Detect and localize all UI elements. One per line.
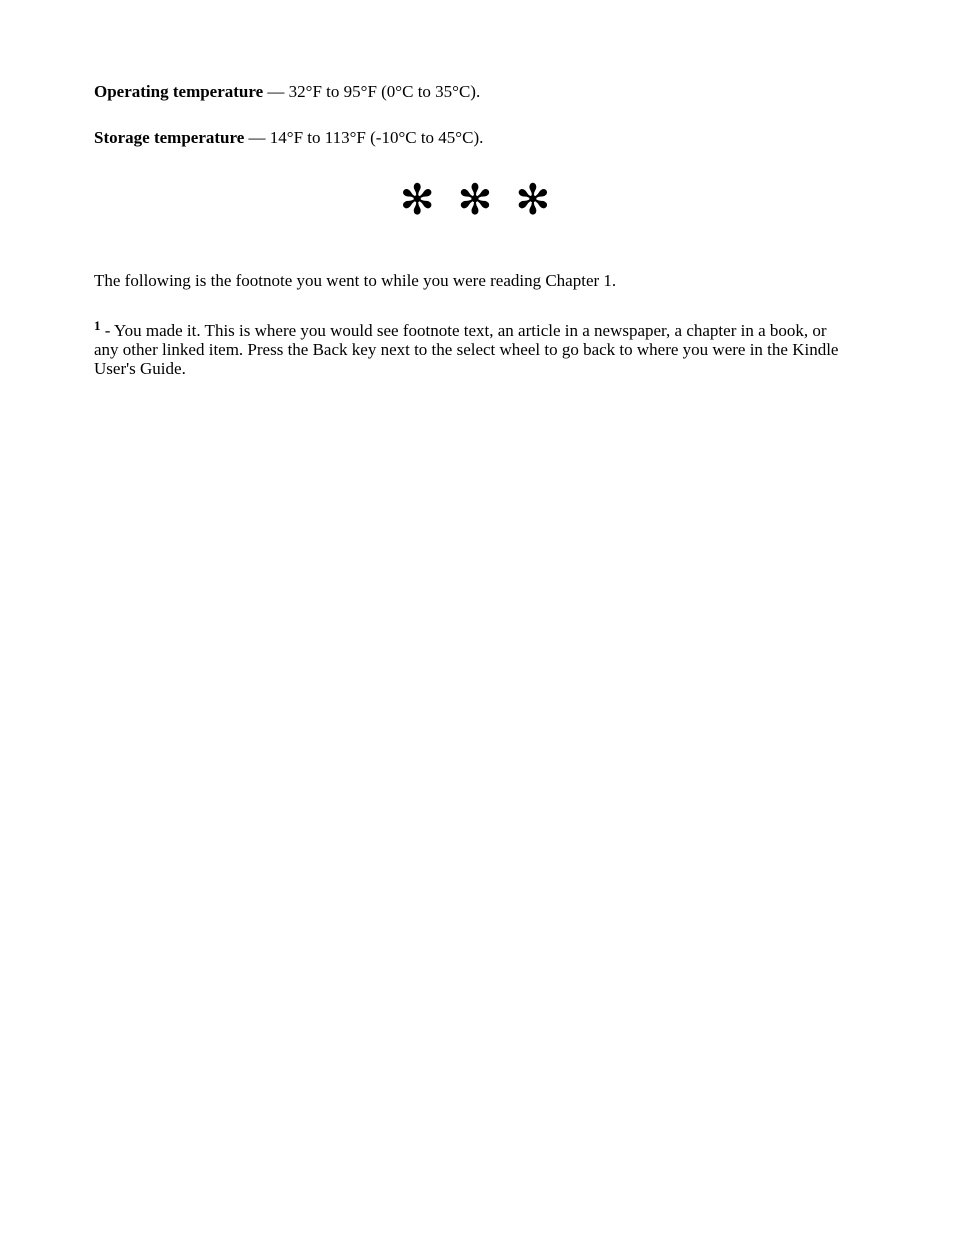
footnote-body <box>94 318 842 378</box>
asterism-separator: ✻ ✻ ✻ <box>399 175 555 224</box>
operating-temperature-value: — 32°F to 95°F (0°C to 35°C). <box>263 82 481 101</box>
operating-temperature-label: Operating temperature <box>94 82 264 101</box>
storage-temperature-spec <box>94 128 483 147</box>
footnote-marker[interactable]: 1 <box>94 318 101 333</box>
operating-temperature-spec <box>94 82 480 101</box>
storage-temperature-value: — 14°F to 113°F (-10°C to 45°C). <box>244 128 484 147</box>
storage-temperature-label: Storage temperature <box>94 128 245 147</box>
footnote-intro: The following is the footnote you went to while you were reading Chapter 1. <box>94 271 617 290</box>
footnote-text: - You made it. This is where you would see footnote text, an article in a newspaper, a chapter in a book, or any other linked item. Press the Back key next to the select wheel to go back to where you were in the Kindle User's Guide. <box>94 321 839 378</box>
